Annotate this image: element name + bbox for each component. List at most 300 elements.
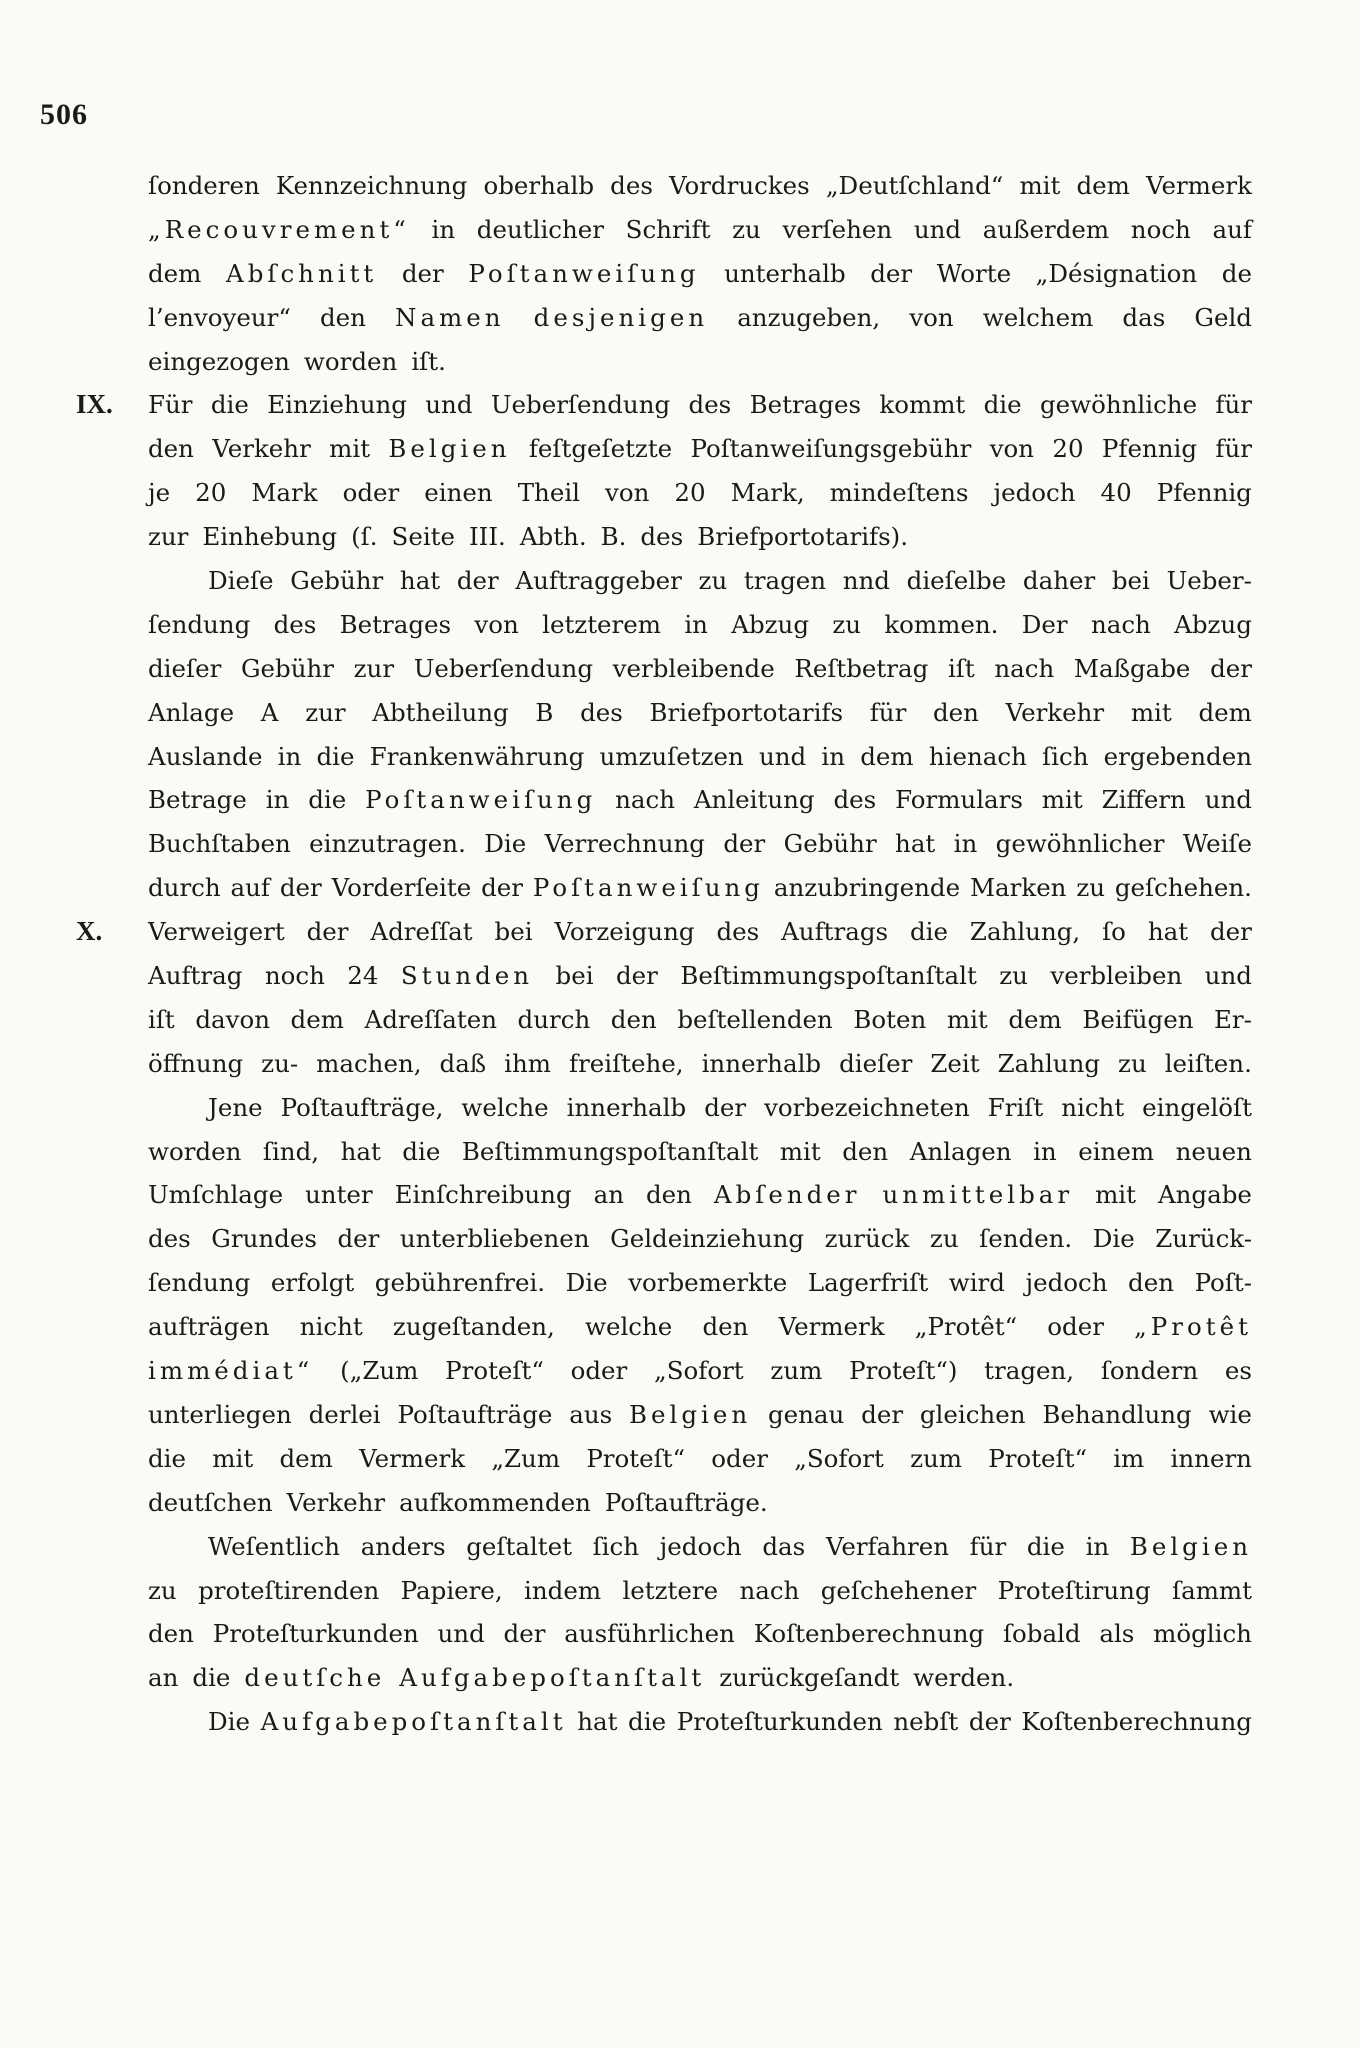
word: Poſtanweiſung — [365, 785, 597, 815]
word: wie — [1208, 1399, 1252, 1429]
word: der — [723, 829, 766, 859]
word: dem — [148, 258, 202, 288]
word: zurück — [824, 1224, 910, 1254]
word: Vermerk — [778, 1312, 885, 1342]
word: anzubringende — [773, 873, 961, 903]
word: aufträgen — [148, 1312, 270, 1342]
word: des — [640, 522, 684, 552]
word: indem — [524, 1575, 602, 1605]
word: der — [503, 1619, 546, 1649]
word: durch — [148, 873, 221, 903]
word: und — [1204, 961, 1252, 991]
word: Pfennig — [1101, 434, 1198, 464]
word: Auftrags — [781, 917, 889, 947]
word: die — [192, 1663, 231, 1693]
word: den — [932, 697, 979, 727]
text-line — [148, 164, 1252, 208]
text-line — [148, 559, 1252, 603]
word: ergebenden — [1103, 741, 1252, 771]
word: iſt — [947, 653, 975, 683]
word: deutlicher — [476, 214, 604, 244]
word: in — [953, 829, 978, 859]
word: der — [861, 1399, 904, 1429]
word: noch — [1130, 214, 1191, 244]
word: ſenden. — [979, 1224, 1073, 1254]
word: vorbezeichneten — [764, 1092, 970, 1122]
word: Maßgabe — [1073, 653, 1191, 683]
text-line — [148, 1086, 1252, 1130]
text-line — [148, 1173, 1252, 1217]
word: und — [425, 390, 473, 420]
word: kommt — [879, 390, 966, 420]
word: im — [1113, 1443, 1145, 1473]
word: mit — [1041, 785, 1083, 815]
word: dem — [290, 1004, 344, 1034]
word: Betrages — [749, 390, 862, 420]
word: Verkehr — [286, 1487, 386, 1517]
word: durch — [517, 1004, 591, 1034]
text-line — [148, 1656, 1252, 1700]
word: zum — [770, 1356, 823, 1386]
word: und — [1204, 785, 1252, 815]
text-line — [148, 735, 1252, 779]
word: ausführlichen — [564, 1619, 735, 1649]
word: hienach — [928, 741, 1027, 771]
word: welche — [461, 1092, 549, 1122]
word: zum — [910, 1443, 962, 1473]
word: zu — [832, 609, 861, 639]
text-line — [148, 252, 1252, 296]
word: für — [869, 697, 907, 727]
word: der — [615, 961, 658, 991]
word: die — [308, 785, 347, 815]
text-line — [148, 954, 1252, 998]
word: vorbemerkte — [628, 1268, 788, 1298]
word: auf — [230, 873, 271, 903]
text-line — [148, 778, 1252, 822]
word: Proteſtirung — [997, 1575, 1151, 1605]
word: zur — [353, 653, 395, 683]
word: III. — [469, 522, 506, 552]
word: iſt — [148, 1004, 175, 1034]
word: den — [148, 434, 194, 464]
word: mit — [1019, 171, 1061, 200]
word: nicht — [299, 1312, 363, 1342]
word: A — [260, 697, 279, 727]
word: außerdem — [982, 214, 1110, 244]
word: Abſchnitt — [226, 258, 378, 288]
word: Adreſſat — [370, 917, 473, 947]
word: nnd — [842, 566, 890, 596]
word: für — [969, 1531, 1007, 1561]
text-line — [148, 1305, 1252, 1349]
word: dem — [1198, 697, 1252, 727]
word: ſobald — [1002, 1619, 1081, 1649]
word: mit — [1130, 697, 1172, 727]
word: dieſer — [148, 653, 222, 683]
text-line — [148, 691, 1252, 735]
text-line — [148, 647, 1252, 691]
word: das — [762, 1531, 806, 1561]
word: genau — [767, 1399, 845, 1429]
word: Ueber- — [1166, 566, 1252, 596]
word: und — [758, 741, 807, 771]
word: in — [265, 785, 290, 815]
word: worden — [148, 1136, 242, 1166]
word: Vorderſeite — [331, 873, 472, 903]
word: B. — [600, 522, 627, 552]
text-line — [76, 910, 1252, 954]
word: beſtellenden — [677, 1004, 833, 1034]
word: Vermerk — [1146, 171, 1252, 200]
word: Aufgabepoſtanſtalt — [399, 1663, 706, 1693]
word: Poſtanweiſungsgebühr — [690, 434, 972, 464]
word: für — [1215, 390, 1252, 420]
word: Die — [1092, 1224, 1135, 1254]
word: Zeit — [930, 1048, 980, 1078]
word: Die — [208, 1707, 250, 1737]
word: Verweigert — [148, 917, 285, 947]
word: geſchehen. — [1114, 873, 1252, 903]
word: immédiat“ — [148, 1356, 314, 1386]
word: einen — [424, 478, 493, 508]
word: Auftraggeber — [515, 566, 682, 596]
word: noch — [264, 961, 325, 991]
word: Briefportotarifs). — [697, 522, 909, 552]
word: gewöhnlicher — [995, 829, 1165, 859]
word: möglich — [1153, 1619, 1252, 1649]
word: in — [431, 214, 456, 244]
word: Abth. — [519, 522, 587, 552]
word: der — [481, 873, 523, 903]
word: des — [148, 1224, 191, 1254]
word: Marken — [969, 873, 1067, 903]
word: für — [1215, 434, 1252, 464]
word: unterbliebenen — [399, 1224, 590, 1254]
word: Grundes — [211, 1224, 317, 1254]
word: nicht — [1061, 1092, 1125, 1122]
word: die — [210, 390, 249, 420]
text-line — [148, 1525, 1252, 1569]
word: oberhalb — [483, 171, 595, 200]
word: den — [148, 1619, 194, 1649]
word: Mark — [251, 478, 318, 508]
word: Theil — [517, 478, 580, 508]
text-line — [148, 1569, 1252, 1613]
word: Poſt- — [1194, 1268, 1252, 1298]
word: jedoch — [1025, 1268, 1108, 1298]
word: mit — [329, 434, 371, 464]
word: geſchehener — [820, 1575, 977, 1605]
word: hat — [577, 1707, 618, 1737]
word: der — [1210, 653, 1252, 683]
word: ſo — [1102, 917, 1126, 947]
word: 20 — [674, 478, 706, 508]
word: ſich — [592, 1531, 640, 1561]
word: des — [610, 171, 653, 200]
word: die — [628, 1707, 667, 1737]
word: ſich — [1042, 741, 1089, 771]
word: nach — [739, 1575, 800, 1605]
word: Die — [565, 1268, 608, 1298]
word: in — [1085, 1531, 1110, 1561]
word: daher — [1022, 566, 1096, 596]
word: Auslande — [148, 741, 263, 771]
word: „Sofort — [794, 1443, 884, 1473]
word: in — [684, 609, 708, 639]
word: Verkehr — [1005, 697, 1105, 727]
word: letzterem — [542, 609, 661, 639]
word: „Protêt — [1134, 1312, 1252, 1342]
word: ſendung — [148, 1268, 251, 1298]
word: ſondern — [1100, 1356, 1199, 1386]
word: bei — [555, 961, 594, 991]
text-line — [148, 427, 1252, 471]
word: die — [983, 390, 1022, 420]
word: einem — [1078, 1136, 1155, 1166]
word: Reſtbetrag — [794, 653, 929, 683]
word: Zurück- — [1155, 1224, 1252, 1254]
word: dieſelbe — [906, 566, 1007, 596]
word: zugeſtanden, — [392, 1312, 555, 1342]
word: 20 — [1052, 434, 1084, 464]
word: erfolgt — [270, 1268, 355, 1298]
word: „Désignation — [1035, 258, 1198, 288]
word: ihm — [504, 1048, 552, 1078]
word: Poſtanweiſung — [532, 873, 764, 903]
word: Angabe — [1157, 1180, 1252, 1210]
word: den — [610, 1004, 657, 1034]
word: Der — [1021, 609, 1068, 639]
word: Ziffern — [1101, 785, 1186, 815]
word: Er- — [1214, 1004, 1252, 1034]
word: von — [605, 478, 650, 508]
word: und — [437, 1619, 485, 1649]
word: Proteſt“ — [988, 1443, 1087, 1473]
word: nach — [994, 653, 1055, 683]
word: oder — [342, 478, 400, 508]
word: „Deutſchland“ — [825, 171, 1004, 200]
word: der — [306, 917, 349, 947]
word: an — [148, 1663, 179, 1693]
text-line — [148, 340, 1252, 384]
word: Weiſe — [1182, 829, 1252, 859]
word: dem — [1076, 171, 1130, 200]
word: Anlage — [148, 697, 235, 727]
text-line — [148, 1612, 1252, 1656]
word: jedoch — [659, 1531, 742, 1561]
word: Papiere, — [400, 1575, 503, 1605]
word: anzugeben, — [737, 302, 881, 332]
text-line — [76, 383, 1252, 427]
word: eingezogen — [148, 346, 290, 376]
word: den — [842, 1136, 889, 1166]
word: des — [688, 390, 732, 420]
word: des — [833, 785, 877, 815]
word: („Zum — [340, 1356, 419, 1386]
word: gleichen — [919, 1399, 1026, 1429]
word: mindeſtens — [829, 478, 969, 508]
word: zu- — [261, 1048, 299, 1078]
word: gewöhnliche — [1039, 390, 1198, 420]
word: 24 — [347, 961, 379, 991]
word: tragen — [743, 566, 827, 596]
word: Koſtenberechnung — [753, 1619, 985, 1649]
word: Worte — [936, 258, 1012, 288]
word: oder — [711, 1443, 768, 1473]
word: zu — [698, 566, 728, 596]
text-line — [148, 1261, 1252, 1305]
text-line — [148, 1481, 1252, 1525]
text-line — [148, 603, 1252, 647]
word: leiſten. — [1164, 1048, 1252, 1078]
word: jedoch — [993, 478, 1076, 508]
section-number: X. — [76, 916, 103, 947]
word: Für — [148, 390, 193, 420]
word: Zahlung, — [969, 917, 1081, 947]
word: Proteſt“ — [445, 1356, 544, 1386]
word: proteſtirenden — [198, 1575, 380, 1605]
word: Proteſturkunden — [212, 1619, 419, 1649]
word: welchem — [982, 302, 1094, 332]
text-line — [148, 1393, 1252, 1437]
word: zu — [999, 961, 1028, 991]
word: machen, — [316, 1048, 422, 1078]
word: Stunden — [400, 961, 534, 991]
word: nebſt — [893, 1707, 959, 1737]
word: „Recouvrement“ — [148, 214, 410, 244]
word: Gebühr — [240, 653, 334, 683]
word: innerhalb — [566, 1092, 687, 1122]
word: Abzug — [1174, 609, 1252, 639]
word: unmittelbar — [882, 1180, 1074, 1210]
word: „Protêt“ — [914, 1312, 1018, 1342]
word: Betrages — [339, 609, 452, 639]
word: Namen — [395, 302, 505, 332]
word: den — [1128, 1268, 1175, 1298]
word: verſehen — [782, 214, 893, 244]
word: Weſentlich — [208, 1531, 341, 1561]
text-line — [148, 822, 1252, 866]
word: kommen. — [884, 609, 999, 639]
word: die — [1026, 1531, 1065, 1561]
word: bei — [494, 917, 533, 947]
word: zu — [1118, 1048, 1147, 1078]
word: Behandlung — [1042, 1399, 1192, 1429]
word: zu — [929, 1224, 959, 1254]
word: Zahlung — [997, 1048, 1101, 1078]
word: der — [1209, 917, 1252, 947]
word: den — [702, 1312, 749, 1342]
body-text — [76, 164, 1252, 1744]
word: Frankenwährung — [369, 741, 585, 771]
word: iſt. — [411, 346, 446, 376]
word: ſammt — [1172, 1575, 1252, 1605]
word: an — [593, 1180, 624, 1210]
word: von — [474, 609, 519, 639]
word: Poſtanweiſung — [468, 258, 700, 288]
word: in — [1033, 1136, 1057, 1166]
word: mit — [779, 1136, 821, 1166]
word: Verkehr — [212, 434, 311, 464]
word: tragen, — [984, 1356, 1075, 1386]
word: je — [148, 478, 171, 508]
word: es — [1224, 1356, 1252, 1386]
word: hat — [1147, 917, 1189, 947]
word: geſtaltet — [466, 1531, 572, 1561]
word: Einſchreibung — [394, 1180, 572, 1210]
word: Dieſe — [208, 566, 274, 596]
text-line — [148, 1349, 1252, 1393]
word: Anlagen — [909, 1136, 1012, 1166]
word: Poſtaufträge, — [280, 1092, 444, 1122]
word: den — [645, 1180, 692, 1210]
word: Verrechnung — [544, 829, 705, 859]
word: Friſt — [987, 1092, 1044, 1122]
word: die — [402, 1136, 441, 1166]
text-line — [148, 1130, 1252, 1174]
word: Anleitung — [693, 785, 815, 815]
word: Pfennig — [1156, 478, 1252, 508]
word: gebührenfrei. — [374, 1268, 546, 1298]
word: mit — [946, 1004, 988, 1034]
word: zu — [148, 1575, 177, 1605]
word: davon — [195, 1004, 270, 1034]
word: l’envoyeur“ — [148, 302, 291, 332]
word: nach — [615, 785, 675, 815]
word: Beifügen — [1082, 1004, 1194, 1034]
word: Beſtimmungspoſtanſtalt — [680, 961, 977, 991]
word: wird — [948, 1268, 1005, 1298]
word: zu — [1076, 873, 1106, 903]
word: Ueberſendung — [490, 390, 671, 420]
word: innern — [1170, 1443, 1252, 1473]
word: der — [968, 1707, 1011, 1737]
word: Belgien — [629, 1399, 752, 1429]
word: anders — [360, 1531, 446, 1561]
word: des — [273, 609, 317, 639]
word: dieſer — [839, 1048, 913, 1078]
word: eingelöſt — [1142, 1092, 1252, 1122]
text-line — [148, 998, 1252, 1042]
word: Belgien — [388, 434, 511, 464]
word: innerhalb — [701, 1048, 822, 1078]
word: Umſchlage — [148, 1180, 284, 1210]
word: feſtgeſetzte — [528, 434, 673, 464]
word: Beſtimmungspoſtanſtalt — [461, 1136, 759, 1166]
word: ſind, — [262, 1136, 320, 1166]
word: de — [1221, 258, 1252, 288]
word: hat — [895, 829, 936, 859]
word: (ſ. — [351, 522, 378, 552]
word: Poſtaufträge — [397, 1399, 553, 1429]
text-line — [148, 515, 1252, 559]
word: worden — [303, 346, 398, 376]
word: Verfahren — [825, 1531, 949, 1561]
word: B — [535, 697, 554, 727]
word: ſonderen — [148, 171, 260, 200]
word: aufkommenden — [399, 1487, 591, 1517]
word: Buchſtaben — [148, 829, 291, 859]
word: unterhalb — [724, 258, 846, 288]
word: deutſchen — [148, 1487, 273, 1517]
text-line — [148, 1217, 1252, 1261]
word: hat — [399, 566, 441, 596]
word: die — [148, 1443, 187, 1473]
word: Proteſt“ — [586, 1443, 686, 1473]
section-number: IX. — [76, 389, 113, 420]
word: 20 — [195, 478, 227, 508]
